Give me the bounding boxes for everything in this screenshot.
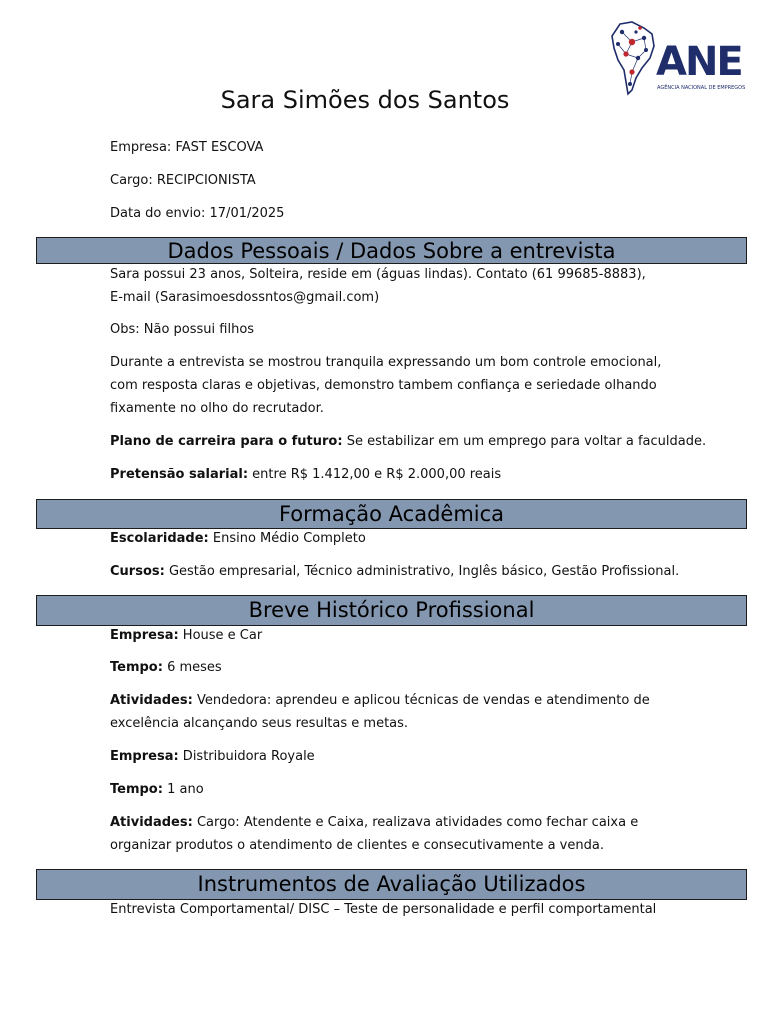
section-history-heading: Breve Histórico Profissional <box>36 595 747 626</box>
company-line: Empresa: FAST ESCOVA <box>110 140 264 155</box>
job2-company-label: Empresa: <box>110 749 179 764</box>
schooling-label: Escolaridade: <box>110 531 209 546</box>
candidate-name: Sara Simões dos Santos <box>220 86 510 114</box>
obs-line: Obs: Não possui filhos <box>110 322 255 337</box>
job1-time-value: 6 meses <box>162 660 222 675</box>
courses-label: Cursos: <box>110 564 165 579</box>
salary-value: entre R$ 1.412,00 e R$ 2.000,00 reais <box>248 467 502 482</box>
job1-activities-line-1 <box>110 689 650 712</box>
date-line: Data do envio: 17/01/2025 <box>110 206 285 221</box>
courses-value: Gestão empresarial, Técnico administrativo, Inglês básico, Gestão Profissional. <box>164 564 680 579</box>
job2-company-line <box>110 745 315 768</box>
interview-line-3: fixamente no olho do recrutador. <box>110 401 324 416</box>
salary-label: Pretensão salarial: <box>110 467 249 482</box>
section-education-heading: Formação Acadêmica <box>36 499 747 529</box>
personal-line-2: E-mail (Sarasimoesdossntos@gmail.com) <box>110 290 380 305</box>
job2-time-value: 1 ano <box>162 782 204 797</box>
job2-company-value: Distribuidora Royale <box>178 749 315 764</box>
schooling-value: Ensino Médio Completo <box>208 531 366 546</box>
job1-company-line <box>110 624 262 647</box>
job1-time-line <box>110 656 222 679</box>
career-plan-value: Se estabilizar em um emprego para voltar a faculdade. <box>342 434 707 449</box>
job1-activities-line-2: excelência alcançando seus resultas e metas. <box>110 716 409 731</box>
courses-line <box>110 560 679 583</box>
job1-company-label: Empresa: <box>110 628 179 643</box>
job1-time-label: Tempo: <box>110 660 163 675</box>
job2-time-line <box>110 778 204 801</box>
salary-line <box>110 463 501 486</box>
interview-line-2: com resposta claras e objetivas, demonstro tambem confiança e seriedade olhando <box>110 378 657 393</box>
job2-activities-value: Cargo: Atendente e Caixa, realizava atividades como fechar caixa e <box>192 815 639 830</box>
job1-activities-value: Vendedora: aprendeu e aplicou técnicas de vendas e atendimento de <box>192 693 650 708</box>
logo-text: ANE <box>656 39 742 85</box>
job2-activities-label: Atividades: <box>110 815 193 830</box>
job1-activities-label: Atividades: <box>110 693 193 708</box>
job2-activities-line-2: organizar produtos o atendimento de clientes e consecutivamente a venda. <box>110 838 604 853</box>
section-instruments-heading: Instrumentos de Avaliação Utilizados <box>36 869 747 900</box>
career-plan-label: Plano de carreira para o futuro: <box>110 434 343 449</box>
career-plan-line <box>110 430 706 453</box>
job2-activities-line-1 <box>110 811 638 834</box>
job1-company-value: House e Car <box>178 628 263 643</box>
schooling-line <box>110 527 366 550</box>
logo-subtitle: AGÊNCIA NACIONAL DE EMPREGOS <box>657 85 746 91</box>
role-line: Cargo: RECIPCIONISTA <box>110 173 256 188</box>
job2-time-label: Tempo: <box>110 782 163 797</box>
interview-line-1: Durante a entrevista se mostrou tranquila expressando um bom controle emocional, <box>110 355 662 370</box>
personal-line-1: Sara possui 23 anos, Solteira, reside em (águas lindas). Contato (61 99685-8883), <box>110 267 646 282</box>
instruments-line: Entrevista Comportamental/ DISC – Teste de personalidade e perfil comportamental <box>110 902 657 917</box>
section-personal-heading: Dados Pessoais / Dados Sobre a entrevista <box>36 237 747 264</box>
